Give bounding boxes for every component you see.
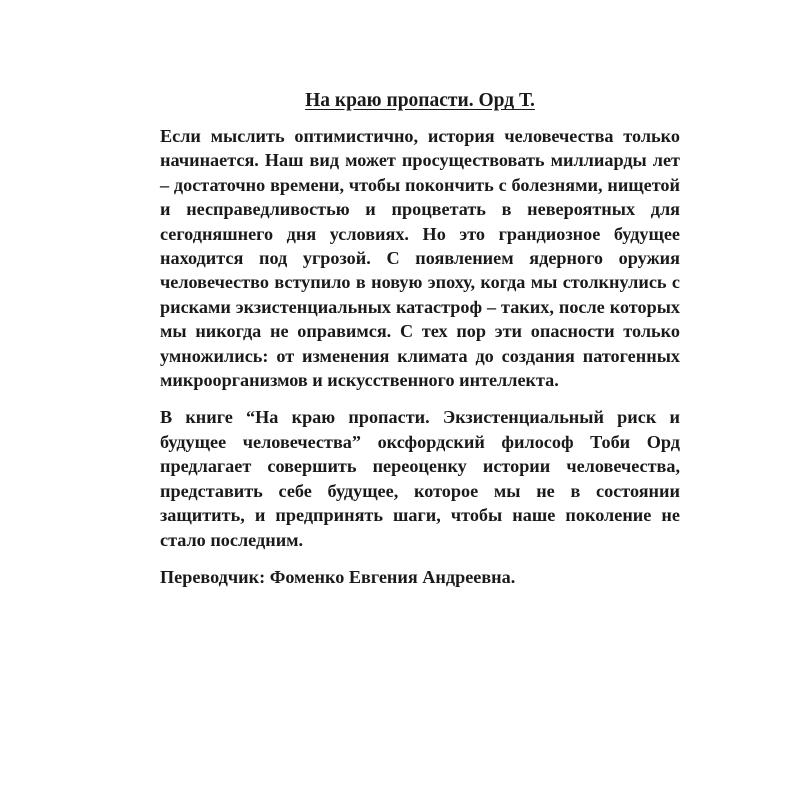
- paragraph-description: Если мыслить оптимистично, история человечества только начинается. Наш вид может просуществовать миллиарды лет – достаточно времени, чтобы покончить с болезнями, нищетой и несправедливостью и процветать в невероятных для сегодняшнего дня условиях. Но это грандиозное будущее находится под угрозой. С появлением ядерного оружия человечество вступило в новую эпоху, когда мы столкнулись с рисками экзистенциальных катастроф – таких, после которых мы никогда не оправимся. С тех пор эти опасности только умножились: от изменения климата до создания патогенных микроорганизмов и искусственного интеллекта.: [160, 126, 680, 391]
- paragraph-book-summary: В книге “На краю пропасти. Экзистенциальный риск и будущее человечества” оксфордский философ Тоби Орд предлагает совершить переоценку истории человечества, представить себе будущее, которое мы не в состоянии защитить, и предпринять шаги, чтобы наше поколение не стало последним.: [160, 407, 680, 550]
- document-body: [160, 88, 680, 589]
- document-title: На краю пропасти. Орд Т.: [305, 90, 535, 111]
- translator-line: Переводчик: Фоменко Евгения Андреевна.: [160, 566, 516, 587]
